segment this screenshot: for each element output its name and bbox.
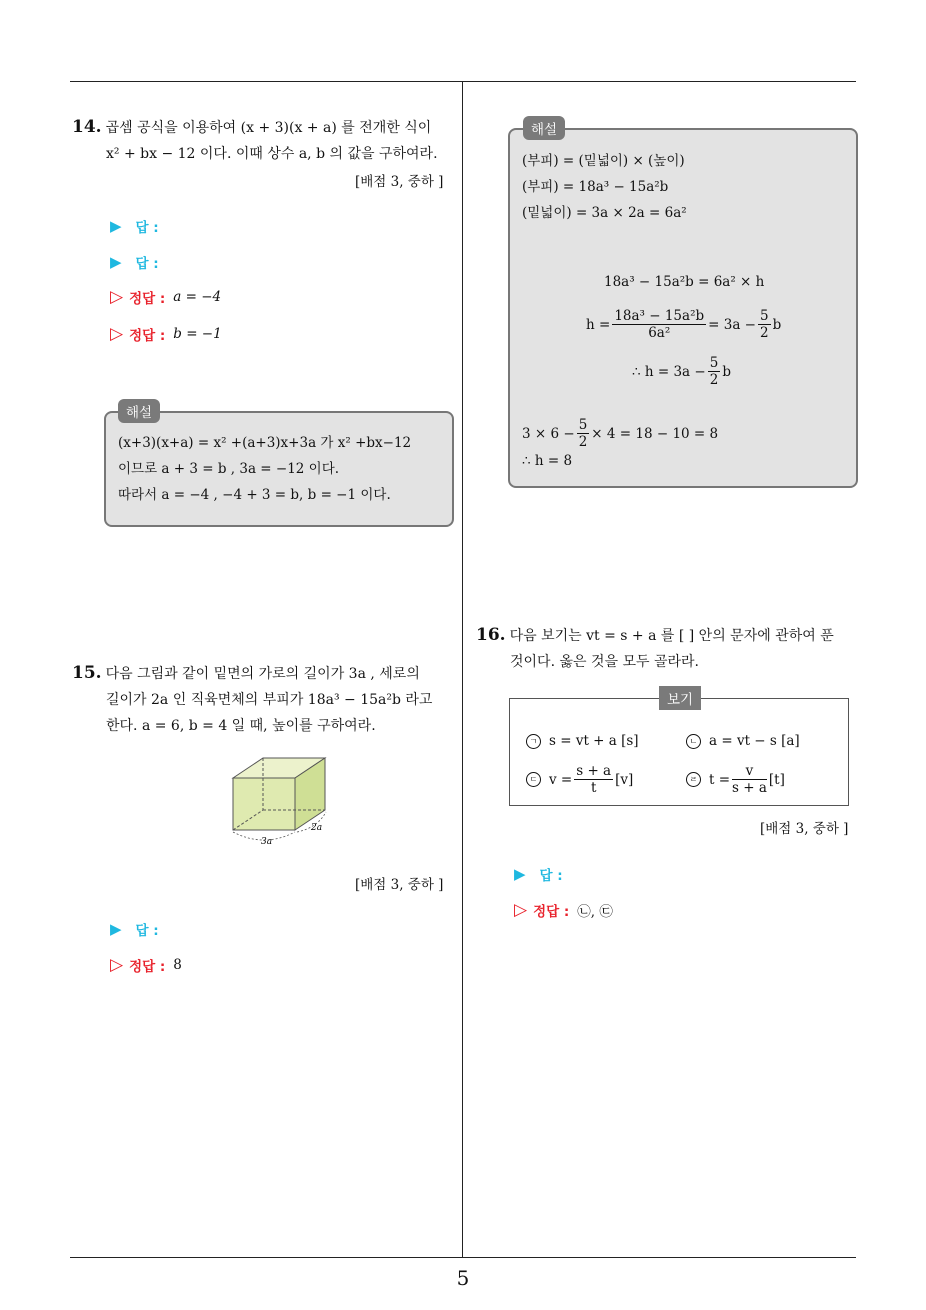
bottom-rule xyxy=(70,1257,856,1258)
answer-key xyxy=(110,955,182,975)
circled-mark: ㄷ xyxy=(526,772,541,787)
width-label: 3a xyxy=(261,837,273,847)
solution-line-2: (부피) = 18a³ − 15a²b xyxy=(522,179,669,195)
fraction-numerator: 5 xyxy=(709,355,719,371)
circled-mark: ㄱ xyxy=(526,734,541,749)
question-meta: [배점 3, 중하 ] xyxy=(355,174,444,190)
answer-key-1 xyxy=(110,287,221,307)
triangle-icon: ▶ xyxy=(110,920,122,938)
fraction-numerator: v xyxy=(732,763,767,780)
question-text-line1: 다음 그림과 같이 밑면의 가로의 길이가 3a , 세로의 xyxy=(105,666,420,682)
answer-field[interactable] xyxy=(514,864,571,884)
fraction-numerator: 18a³ − 15a²b xyxy=(614,308,705,324)
bogi-item-lhs: t = xyxy=(709,771,731,788)
answer-label: 답 : xyxy=(135,923,159,939)
solution-tab: 해설 xyxy=(118,399,160,423)
bogi-item-text: a = vt − s [a] xyxy=(709,733,800,749)
fraction-denominator: 6a² xyxy=(648,325,671,341)
question-text-line2: 것이다. 옳은 것을 모두 골라라. xyxy=(510,654,699,670)
fraction-numerator: 5 xyxy=(759,308,769,324)
bogi-item-bracket: [v] xyxy=(615,771,634,788)
fraction-denominator: 2 xyxy=(759,325,769,341)
question-number: 14. xyxy=(72,117,102,137)
bogi-item-bracket: [t] xyxy=(768,771,785,788)
bogi-item-4 xyxy=(686,763,785,796)
question-number: 15. xyxy=(72,663,102,683)
fraction xyxy=(758,308,771,341)
solution-tab: 해설 xyxy=(523,116,565,140)
answer-label: 답 : xyxy=(135,220,159,236)
fraction-denominator: 2 xyxy=(709,372,719,388)
solution-line-3: 따라서 a = −4 , −4 + 3 = b, b = −1 이다. xyxy=(118,487,391,503)
solution-eq-1: 18a³ − 15a²b = 6a² × h xyxy=(604,274,765,290)
triangle-icon: ▶ xyxy=(110,253,122,271)
outline-triangle-icon: ▷ xyxy=(514,900,528,920)
answer-field-1[interactable] xyxy=(110,216,167,236)
solution-eq-5: ∴ h = 8 xyxy=(522,453,573,469)
fraction-numerator: s + a xyxy=(576,763,612,779)
fraction xyxy=(577,417,590,450)
bogi-item-lhs: v = xyxy=(549,771,573,788)
answer-field-2[interactable] xyxy=(110,252,167,272)
bogi-item-3 xyxy=(526,763,633,796)
question-number: 16. xyxy=(476,625,506,645)
eq-tail: b xyxy=(772,316,782,333)
answer-key-value: 8 xyxy=(173,957,182,973)
question-text-line2: x² + bx − 12 이다. 이때 상수 a, b 의 값을 구하여라. xyxy=(106,146,438,162)
fraction xyxy=(708,355,721,388)
circled-mark: ㄴ xyxy=(686,734,701,749)
bogi-tab: 보기 xyxy=(659,686,701,710)
solution-line-2: 이므로 a + 3 = b , 3a = −12 이다. xyxy=(118,461,340,477)
question-text-line1: 다음 보기는 vt = s + a 를 [ ] 안의 문자에 관하여 푼 xyxy=(509,628,834,644)
fraction xyxy=(574,763,613,796)
solution-eq-2 xyxy=(586,308,781,341)
outline-triangle-icon: ▷ xyxy=(110,287,124,307)
question-16 xyxy=(476,622,861,675)
answer-field[interactable] xyxy=(110,919,167,939)
column-divider xyxy=(462,82,463,1258)
eq-lhs: h = xyxy=(586,316,611,333)
answer-key xyxy=(514,900,613,920)
page-number: 5 xyxy=(456,1266,470,1290)
question-meta: [배점 3, 중하 ] xyxy=(355,877,444,893)
eq-tail: × 4 = 18 − 10 = 8 xyxy=(591,425,719,442)
answer-key-label: 정답 : xyxy=(129,959,166,975)
answer-key-2 xyxy=(110,324,222,344)
solution-line-1: (x+3)(x+a) = x² +(a+3)x+3a 가 x² +bx−12 xyxy=(118,435,412,451)
question-text-line3: 한다. a = 6, b = 4 일 때, 높이를 구하여라. xyxy=(106,718,376,734)
outline-triangle-icon: ▷ xyxy=(110,955,124,975)
solution-eq-4 xyxy=(522,417,718,450)
eq-middle: = 3a − xyxy=(708,316,756,333)
question-text-line2: 길이가 2a 인 직육면체의 부피가 18a³ − 15a²b 라고 xyxy=(106,692,433,708)
triangle-icon: ▶ xyxy=(514,865,526,883)
fraction xyxy=(612,308,706,341)
outline-triangle-icon: ▷ xyxy=(110,324,124,344)
answer-label: 답 : xyxy=(539,868,563,884)
answer-key-value: b = −1 xyxy=(173,326,222,342)
fraction-denominator: s + a xyxy=(732,780,767,796)
answer-key-value: a = −4 xyxy=(173,289,222,305)
depth-label: 2a xyxy=(311,823,323,833)
fraction-denominator: t xyxy=(590,780,597,796)
answer-label: 답 : xyxy=(135,256,159,272)
solution-line-1: (부피) = (밑넓이) × (높이) xyxy=(522,153,685,169)
fraction xyxy=(732,763,767,796)
fraction-numerator: 5 xyxy=(578,417,588,433)
solution-eq-3 xyxy=(632,355,731,388)
answer-key-label: 정답 : xyxy=(129,291,166,307)
answer-key-label: 정답 : xyxy=(129,328,166,344)
question-text-line1: 곱셈 공식을 이용하여 (x + 3)(x + a) 를 전개한 식이 xyxy=(105,120,432,136)
bogi-item-text: s = vt + a [s] xyxy=(549,733,639,749)
eq-lhs: ∴ h = 3a − xyxy=(632,363,706,380)
question-14 xyxy=(72,114,457,167)
fraction-denominator: 2 xyxy=(578,434,588,450)
eq-tail: b xyxy=(722,363,731,380)
triangle-icon: ▶ xyxy=(110,217,122,235)
bogi-item-2 xyxy=(686,733,800,749)
eq-lhs: 3 × 6 − xyxy=(522,425,575,442)
cuboid-figure xyxy=(225,752,345,848)
answer-key-value: ㉡, ㉢ xyxy=(577,904,613,920)
question-15 xyxy=(72,660,457,739)
bogi-item-1 xyxy=(526,733,639,749)
answer-key-label: 정답 : xyxy=(533,904,570,920)
circled-mark: ㄹ xyxy=(686,772,701,787)
question-meta: [배점 3, 중하 ] xyxy=(760,821,849,837)
solution-line-3: (밑넓이) = 3a × 2a = 6a² xyxy=(522,205,687,221)
top-rule xyxy=(70,81,856,82)
